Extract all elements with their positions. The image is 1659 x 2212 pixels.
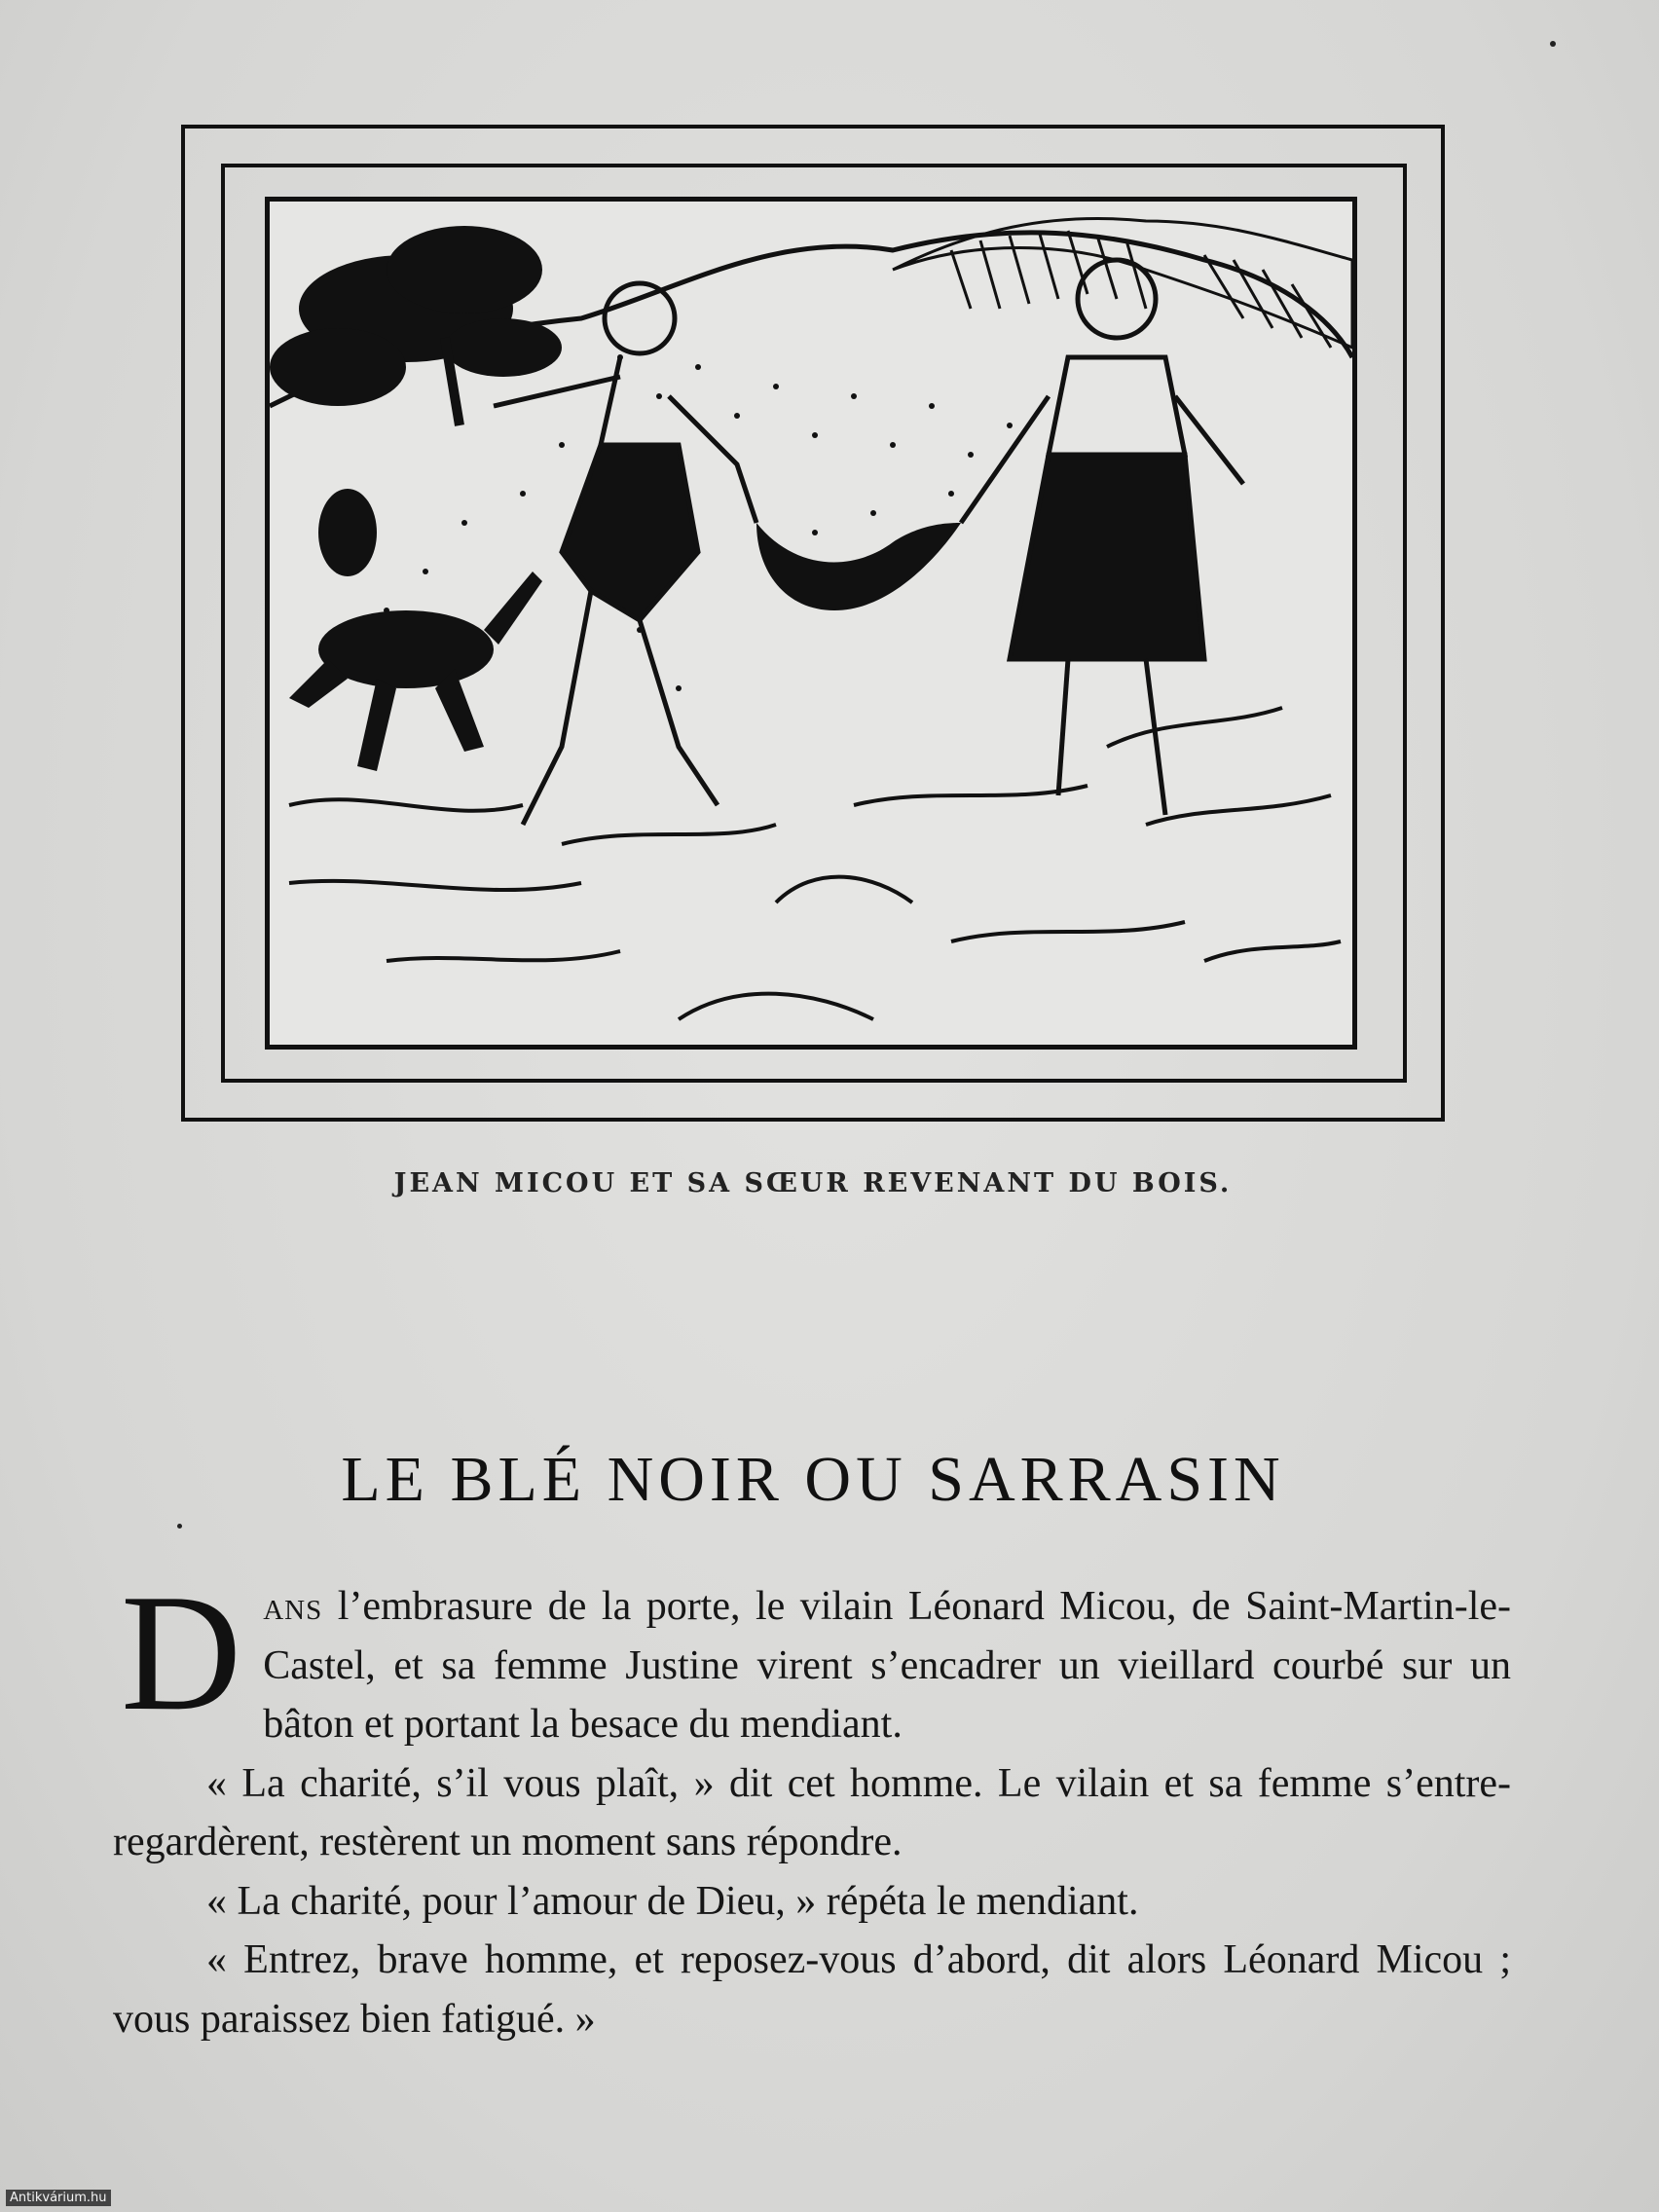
watermark: Antikvárium.hu [6, 2190, 111, 2206]
body-text [113, 1561, 1511, 2048]
woodcut-illustration [270, 202, 1352, 1045]
paragraph-3: « La charité, pour l’amour de Dieu, » répéta le mendiant. [206, 1878, 1139, 1924]
drop-cap: D [121, 1561, 242, 1746]
page-speck [177, 1524, 182, 1529]
paragraph-1-lead: ans [263, 1584, 323, 1629]
paragraph-4: « Entrez, brave homme, et reposez-vous d’abord, dit alors Léonard Micou ; vous paraissez bien fatigué. » [113, 1937, 1511, 2042]
paragraph-1-text: l’embrasure de la porte, le vilain Léonard Micou, de Saint-Martin-le-Castel, et sa femme Justine virent s’encadrer un vieillard courbé sur un bâton et portant la besace du mendiant. [263, 1584, 1511, 1747]
page-speck [1550, 41, 1556, 47]
paragraph-1 [113, 1561, 1511, 1754]
illustration-caption: JEAN MICOU ET SA SŒUR REVENANT DU BOIS. [393, 1168, 1233, 1198]
illustration [265, 197, 1357, 1050]
chapter-title: LE BLÉ NOIR OU SARRASIN [341, 1444, 1285, 1515]
paragraph-2: « La charité, s’il vous plaît, » dit cet homme. Le vilain et sa femme s’entre-regardèrent, restèrent un moment sans répondre. [113, 1760, 1511, 1864]
